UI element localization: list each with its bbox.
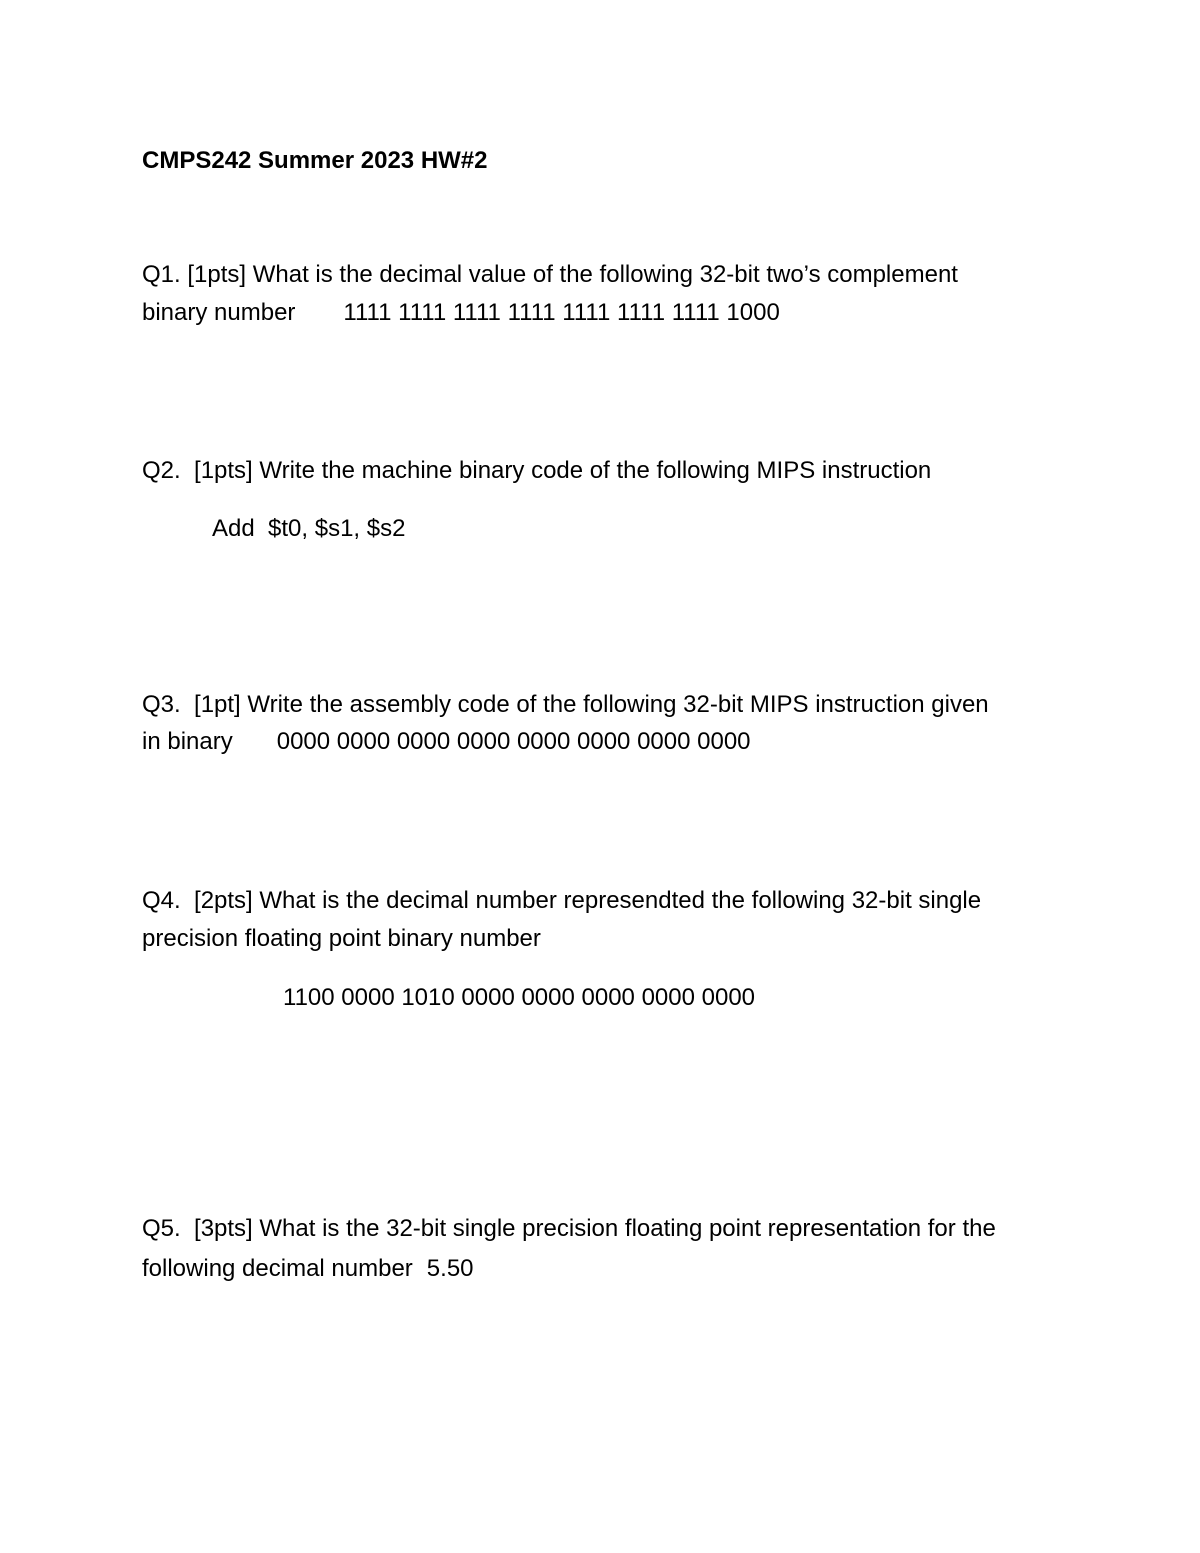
q3-second-line — [142, 727, 751, 757]
q2-instruction: Add $t0, $s1, $s2 — [212, 515, 406, 542]
q3-label: in binary — [142, 728, 233, 755]
q5-label: following decimal number — [142, 1255, 413, 1282]
q1-label: binary number — [142, 299, 296, 326]
q1-second-line — [142, 298, 780, 328]
document-title: CMPS242 Summer 2023 HW#2 — [142, 147, 488, 174]
q4-second-line: precision floating point binary number — [142, 925, 541, 952]
q1-binary-value: 1111 1111 1111 1111 1111 1111 1111 1000 — [343, 299, 780, 326]
q2-text: Q2. [1pts] Write the machine binary code of the following MIPS instruction — [142, 457, 932, 484]
q4-binary-value: 1100 0000 1010 0000 0000 0000 0000 0000 — [283, 984, 756, 1011]
q4-text: Q4. [2pts] What is the decimal number represendted the following 32-bit single — [142, 887, 982, 914]
q5-second-line — [142, 1254, 474, 1284]
q5-decimal-value: 5.50 — [426, 1255, 474, 1282]
q3-binary-value: 0000 0000 0000 0000 0000 0000 0000 0000 — [276, 728, 751, 755]
q3-text: Q3. [1pt] Write the assembly code of the following 32-bit MIPS instruction given — [142, 691, 989, 718]
q1-text: Q1. [1pts] What is the decimal value of the following 32-bit two’s complement — [142, 261, 958, 288]
q5-text: Q5. [3pts] What is the 32-bit single precision floating point representation for the — [142, 1215, 996, 1242]
